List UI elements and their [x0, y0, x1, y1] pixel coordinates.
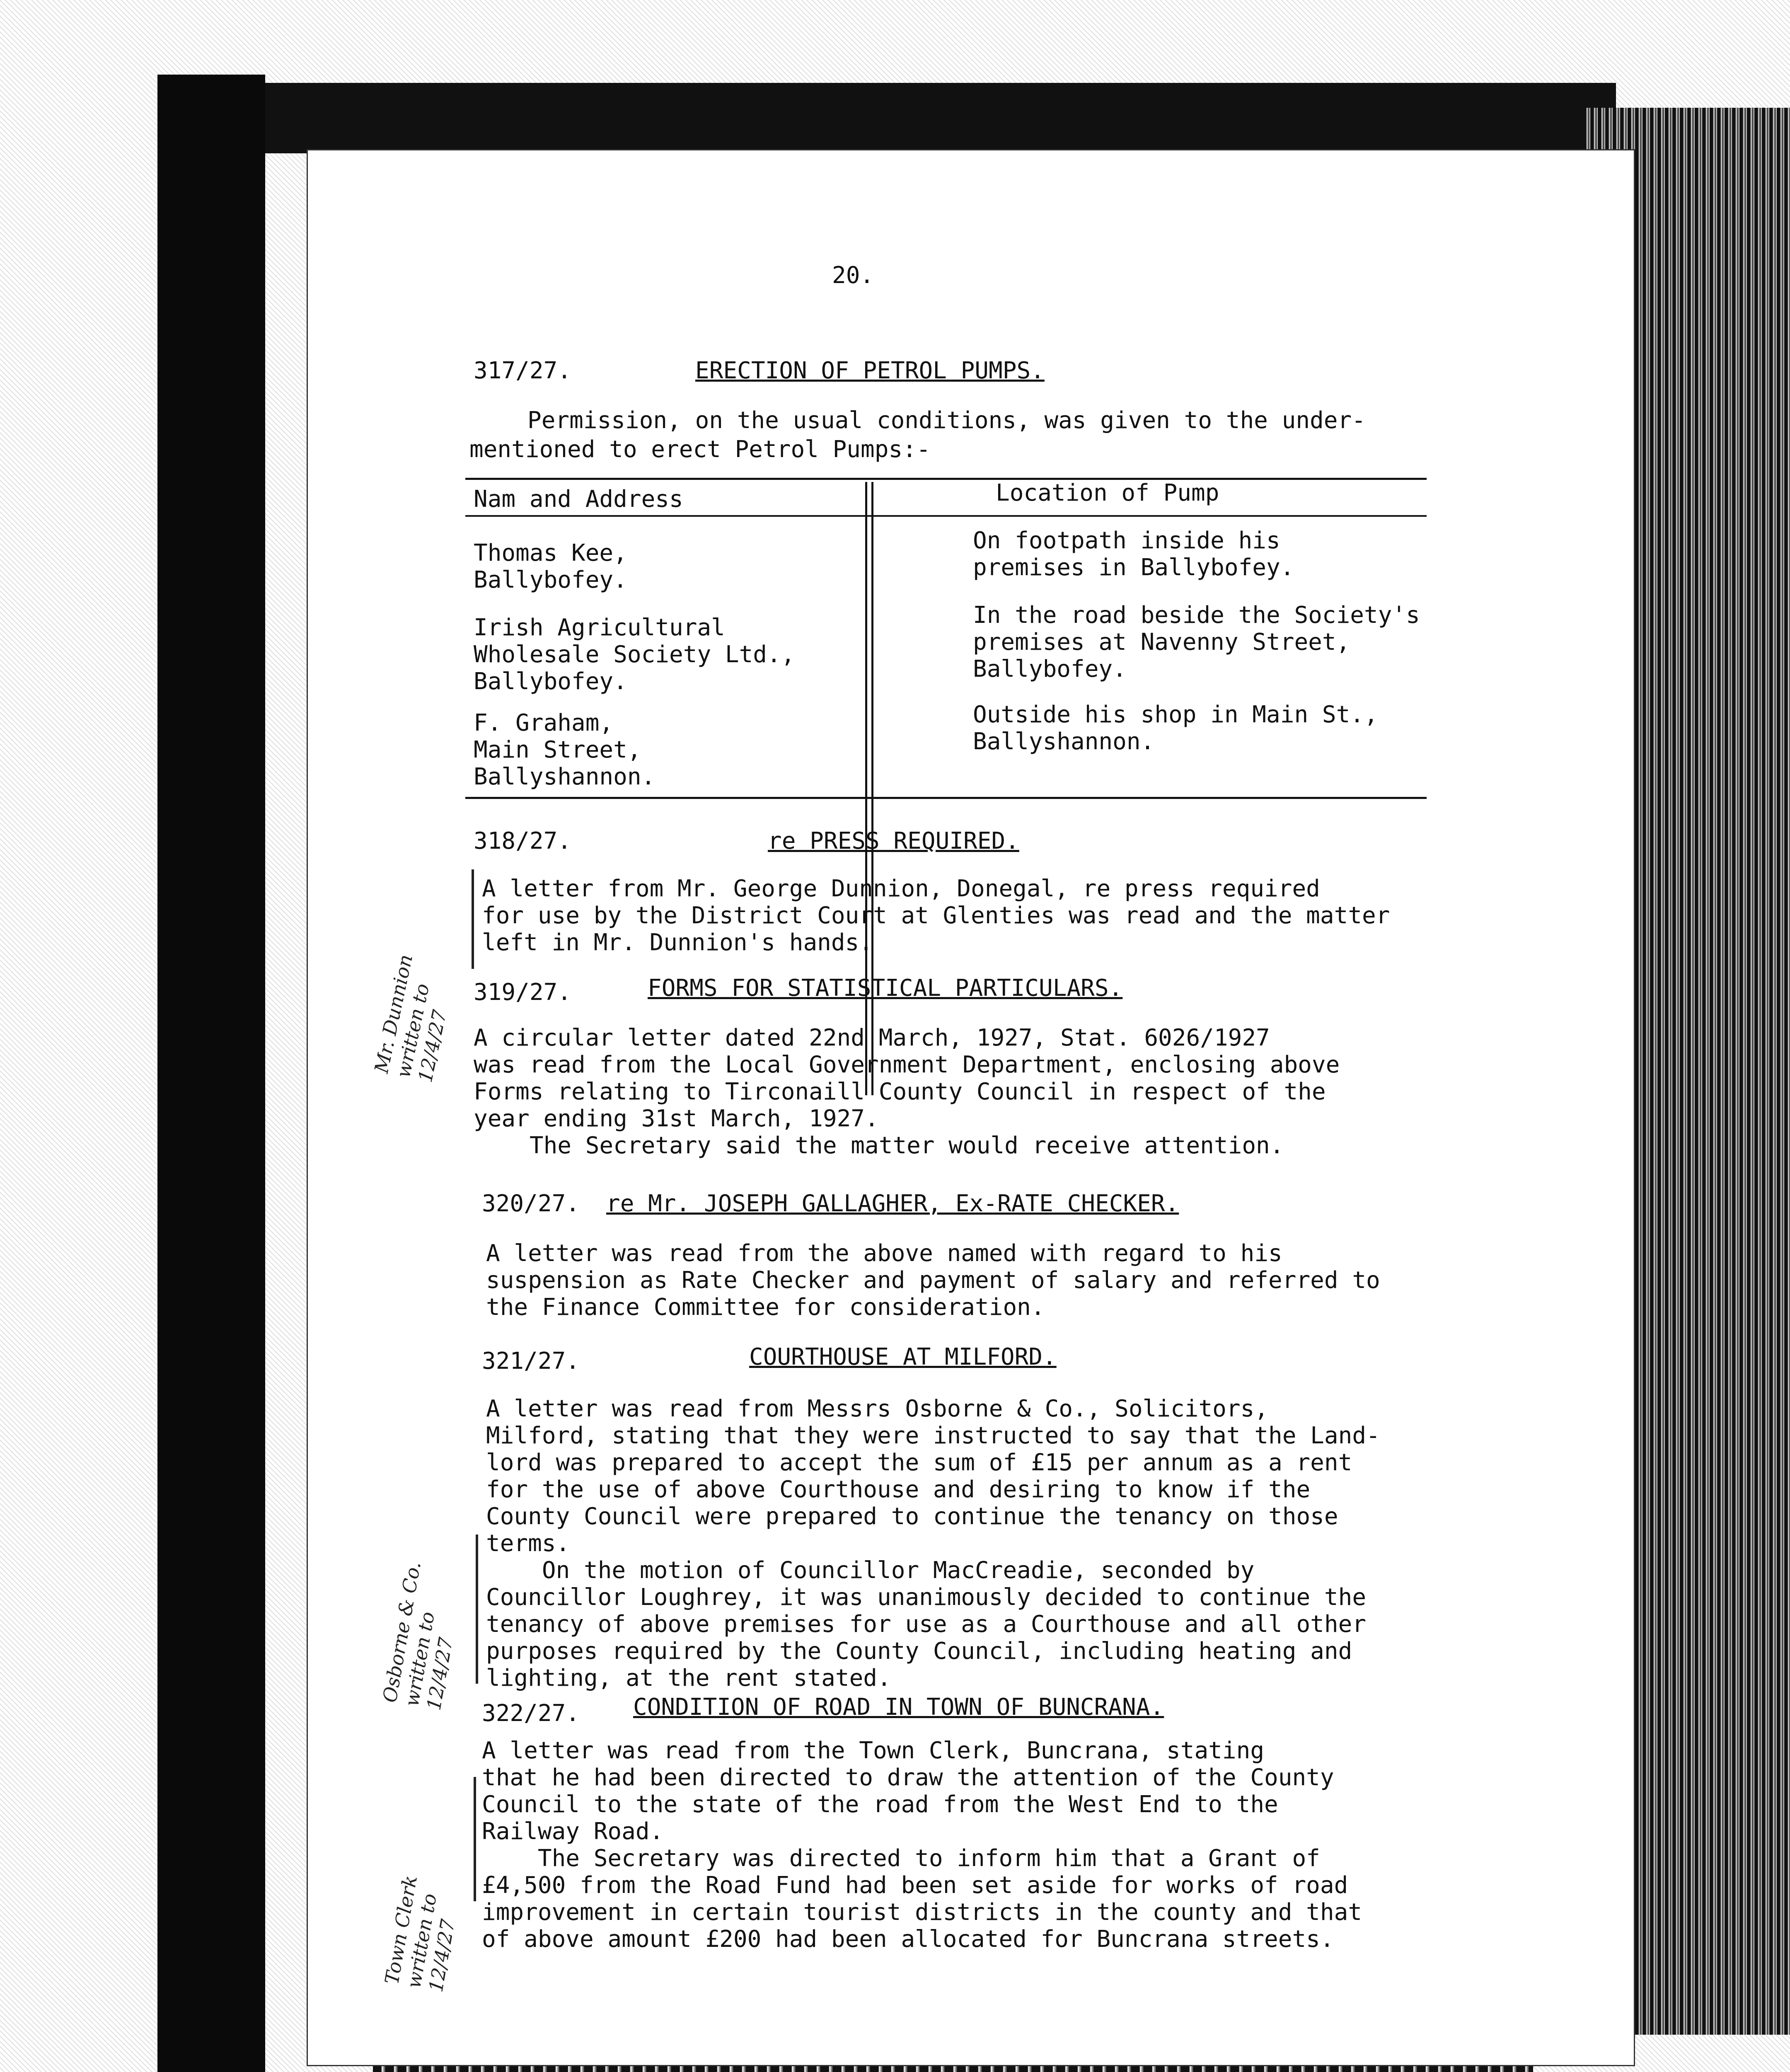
section-319-number: 319/27. [474, 979, 572, 1006]
table-row1-location: On footpath inside his premises in Ballybofey. [973, 527, 1294, 581]
table-header-location: Location of Pump [996, 479, 1219, 506]
section-321-number: 321/27. [482, 1348, 580, 1375]
table-bottom-rule [465, 797, 1427, 799]
section-320-number: 320/27. [482, 1190, 580, 1217]
document-page [307, 149, 1635, 2066]
section-317-title: ERECTION OF PETROL PUMPS. [695, 357, 1045, 384]
section-322-body: A letter was read from the Town Clerk, Buncrana, stating that he had been directed to draw the attention of the County Council to the state of the road from the West End to the Railway Road. The Secretary was directed to inform him that a Grant of £4,500 from the Road Fund had been set aside for works of road improvement in certain tourist districts in the county and that of above amount £200 had been allocated for Buncrana streets. [482, 1737, 1362, 1953]
section-320-body: A letter was read from the above named with regard to his suspension as Rate Checker and payment of salary and referred to the Finance Committee for consideration. [486, 1240, 1380, 1321]
section-317-number: 317/27. [474, 357, 572, 384]
section-319-body: A circular letter dated 22nd March, 1927, Stat. 6026/1927 was read from the Local Government Department, enclosing above Forms relating to Tirconaill County Council in respect of the year ending 31st March, 1927. The Secretary said the matter would receive attention. [474, 1024, 1340, 1159]
section-317-intro-line2: mentioned to erect Petrol Pumps:- [469, 436, 931, 463]
table-header-name: Nam and Address [474, 486, 683, 513]
table-header-rule [465, 515, 1427, 517]
table-column-divider [865, 482, 867, 1095]
table-top-rule [465, 478, 1427, 480]
page-number: 20. [832, 262, 874, 289]
margin-note-town-clerk: Town Clerk written to 12/4/27 [380, 1874, 460, 1994]
table-row2-location: In the road beside the Society's premises at Navenny Street, Ballybofey. [973, 602, 1420, 683]
section-318-number: 318/27. [474, 828, 572, 854]
section-318-title: re PRESS REQUIRED. [768, 828, 1019, 854]
section-320-title: re Mr. JOSEPH GALLAGHER, Ex-RATE CHECKER. [606, 1190, 1179, 1217]
table-row3-name: F. Graham, Main Street, Ballyshannon. [474, 709, 656, 790]
binder-left-edge [157, 75, 265, 2072]
section-321-body: A letter was read from Messrs Osborne & Co., Solicitors, Milford, stating that they were instructed to say that the Land- lord was prepared to accept the sum of £15 per annum as a rent for the use of above Courthouse and desiring to know if the County Council were prepared to continue the tenancy on those terms. On the motion of Councillor MacCreadie, seconded by Councillor Loughrey, it was unanimously decided to continue the tenancy of above premises for use as a Courthouse and all other purposes required by the County Council, including heating and lighting, at the rent stated. [486, 1395, 1380, 1692]
table-row3-location: Outside his shop in Main St., Ballyshannon. [973, 701, 1378, 755]
margin-bracket-318 [472, 869, 474, 969]
section-317-intro-line1: Permission, on the usual conditions, was given to the under- [527, 407, 1366, 434]
binder-top-edge [207, 83, 1616, 153]
margin-note-osborne: Osborne & Co. written to 12/4/27 [378, 1560, 457, 1712]
section-318-body: A letter from Mr. George Dunnion, Donegal, re press required for use by the District Court at Glenties was read and the matter left in Mr. Dunnion's hands. [482, 875, 1390, 956]
section-319-title: FORMS FOR STATISTICAL PARTICULARS. [648, 975, 1123, 1002]
table-column-divider-2 [871, 482, 873, 1095]
table-row2-name: Irish Agricultural Wholesale Society Ltd., Ballybofey. [474, 614, 795, 695]
margin-bracket-322 [474, 1777, 476, 1901]
section-322-title: CONDITION OF ROAD IN TOWN OF BUNCRANA. [633, 1694, 1164, 1721]
margin-bracket-321 [476, 1535, 478, 1684]
section-322-number: 322/27. [482, 1700, 580, 1727]
section-321-title: COURTHOUSE AT MILFORD. [749, 1343, 1057, 1370]
table-row1-name: Thomas Kee, Ballybofey. [474, 540, 627, 593]
margin-note-dunnion: Mr. Dunnion written to 12/4/27 [370, 952, 451, 1084]
